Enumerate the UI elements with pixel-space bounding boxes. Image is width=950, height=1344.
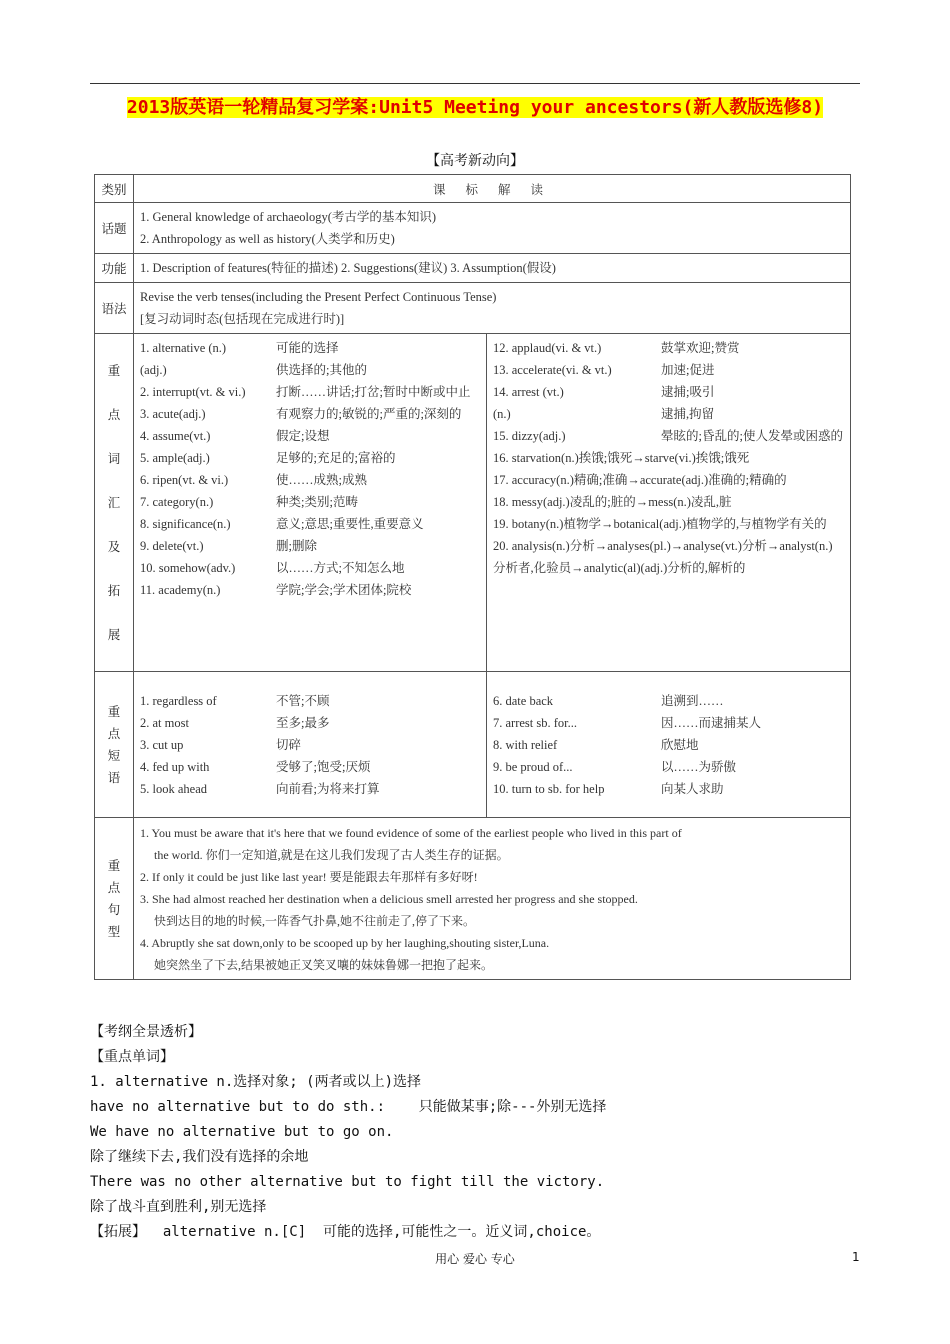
vocab-item: 20. analysis(n.)分析→analyses(pl.)→analyse(vt.)分析→analyst(n.)分析者,化验员→analytic(al)(adj.)分析的,解析的 — [493, 539, 833, 575]
sentences-content — [134, 818, 851, 980]
vocab-item-cn: 使……成熟;成熟 — [276, 473, 367, 487]
phrase-item — [493, 690, 844, 712]
function-content: 1. Description of features(特征的描述) 2. Suggestions(建议) 3. Assumption(假设) — [134, 254, 851, 283]
vocab-item — [140, 447, 480, 469]
vocab-item-cn: 逮捕,拘留 — [661, 407, 715, 421]
vocab-item — [140, 557, 480, 579]
phrase-item — [140, 756, 480, 778]
vocab-item-cn: 有观察力的;敏锐的;严重的;深刻的 — [276, 407, 462, 421]
phrase-item-en: 3. cut up — [140, 737, 184, 752]
header-category: 类别 — [95, 175, 134, 203]
vocab-item — [140, 579, 480, 601]
function-row — [95, 254, 851, 283]
grammar-content — [134, 283, 851, 334]
vocab-left — [134, 334, 487, 672]
vocab-item — [493, 359, 844, 381]
phrase-item-cn: 追溯到…… — [661, 693, 724, 708]
vocab-item — [493, 425, 844, 447]
vocab-item-cn: 学院;学会;学术团体;院校 — [276, 583, 412, 597]
vocab-item-cn: 晕眩的;昏乱的;使人发晕或困惑的 — [661, 429, 843, 443]
topic-row — [95, 203, 851, 254]
vocab-item-cn: 足够的;充足的;富裕的 — [276, 451, 396, 465]
vocab-item: 19. botany(n.)植物学→botanical(adj.)植物学的,与植物学有关的 — [493, 517, 827, 531]
topic-line: 1. General knowledge of archaeology(考古学的基本知识) — [140, 210, 437, 224]
document-title: 2013版英语一轮精品复习学案:Unit5 Meeting your ancestors(新人教版选修8) — [126, 97, 824, 118]
sentence-line: 2. If only it could be just like last year! 要是能跟去年那样有多好呀! — [140, 869, 478, 884]
vocab-item-en: 1. alternative (n.) — [140, 341, 227, 355]
vocab-item: 17. accuracy(n.)精确;准确→accurate(adj.)准确的;精确的 — [493, 473, 787, 487]
vocab-item-en: 2. interrupt(vt. & vi.) — [140, 385, 246, 399]
vocab-item — [140, 337, 480, 359]
sentences-category: 重 点 句 型 — [95, 818, 134, 980]
vocab-item — [493, 381, 844, 403]
vocab-item-en: 7. category(n.) — [140, 495, 214, 509]
sentence-line: 快到达目的地的时候,一阵香气扑鼻,她不往前走了,停了下来。 — [154, 913, 476, 928]
topic-content — [134, 203, 851, 254]
topic-category: 话题 — [95, 203, 134, 254]
vocab-item — [493, 403, 844, 425]
body-line: 1. alternative n.选择对象; (两者或以上)选择 — [90, 1074, 422, 1090]
vocab-item — [140, 381, 480, 403]
body-line: We have no alternative but to go on. — [90, 1124, 394, 1140]
top-rule — [90, 83, 860, 84]
vocab-item-en: 11. academy(n.) — [140, 583, 221, 597]
sentence-line: the world. 你们一定知道,就是在这儿我们发现了古人类生存的证据。 — [154, 847, 509, 862]
vocab-item-en: 9. delete(vt.) — [140, 539, 204, 553]
vocab-category: 重 点 词 汇 及 拓 展 — [95, 334, 134, 672]
phrase-item-en: 1. regardless of — [140, 693, 217, 708]
grammar-line: [复习动词时态(包括现在完成进行时)] — [140, 312, 345, 326]
vocab-item-en: 10. somehow(adv.) — [140, 561, 236, 575]
vocab-item-en: 8. significance(n.) — [140, 517, 231, 531]
sentence-line: 3. She had almost reached her destination when a delicious smell arrested her progress and she stopped. — [140, 891, 638, 906]
phrase-item — [493, 712, 844, 734]
vocab-item — [140, 491, 480, 513]
body-line: have no alternative but to do sth.: 只能做某事;除---外别无选择 — [90, 1099, 607, 1115]
body-line: 除了继续下去,我们没有选择的余地 — [90, 1149, 309, 1165]
vocab-item — [140, 359, 480, 381]
vocab-item-en: (adj.) — [140, 363, 167, 377]
body-line: 【拓展】 alternative n.[C] 可能的选择,可能性之一。近义词,choice。 — [90, 1224, 601, 1240]
phrase-item — [493, 778, 844, 800]
vocab-item — [140, 513, 480, 535]
page-number: 1 — [852, 1250, 860, 1264]
phrase-item-cn: 因……而逮捕某人 — [661, 715, 762, 730]
phrases-right — [487, 672, 851, 818]
vocab-item-cn: 可能的选择 — [276, 341, 339, 355]
phrase-item-en: 9. be proud of... — [493, 759, 573, 774]
sentence-line: 4. Abruptly she sat down,only to be scooped up by her laughing,shouting sister,Luna. — [140, 935, 550, 950]
vocab-item-cn: 打断……讲话;打岔;暂时中断或中止 — [276, 385, 471, 399]
body-line: There was no other alternative but to fight till the victory. — [90, 1174, 605, 1190]
phrase-item-en: 6. date back — [493, 693, 554, 708]
phrase-item-cn: 向前看;为将来打算 — [276, 781, 380, 796]
vocab-item — [140, 425, 480, 447]
sentences-row — [95, 818, 851, 980]
phrase-item-en: 2. at most — [140, 715, 189, 730]
phrase-item — [140, 712, 480, 734]
vocab-item: 16. starvation(n.)挨饿;饿死→starve(vi.)挨饿;饿死 — [493, 451, 750, 465]
phrase-item-cn: 向某人求助 — [661, 781, 724, 796]
header-content: 课 标 解 读 — [134, 175, 851, 203]
sentence-line: 1. You must be aware that it's here that we found evidence of some of the earliest people who lived in this part of — [140, 825, 682, 840]
vocab-right — [487, 334, 851, 672]
vocab-item-en: 15. dizzy(adj.) — [493, 429, 566, 443]
body-line: 除了战斗直到胜利,别无选择 — [90, 1199, 267, 1215]
vocab-item-cn: 意义;意思;重要性,重要意义 — [276, 517, 424, 531]
vocab-item — [493, 337, 844, 359]
vocab-row — [95, 334, 851, 672]
phrase-item-cn: 不管;不顾 — [276, 693, 330, 708]
phrase-item-en: 8. with relief — [493, 737, 558, 752]
grammar-row — [95, 283, 851, 334]
phrase-item-en: 7. arrest sb. for... — [493, 715, 578, 730]
section-heading: 【高考新动向】 — [426, 153, 524, 169]
phrase-item-en: 4. fed up with — [140, 759, 210, 774]
vocab-item-cn: 假定;设想 — [276, 429, 330, 443]
grammar-category: 语法 — [95, 283, 134, 334]
phrases-left — [134, 672, 487, 818]
grammar-line: Revise the verb tenses(including the Present Perfect Continuous Tense) — [140, 290, 497, 304]
phrase-item — [493, 734, 844, 756]
body-line: 【重点单词】 — [90, 1049, 174, 1065]
table-header-row — [95, 175, 851, 203]
vocab-item-cn: 删;删除 — [276, 539, 317, 553]
phrase-item-en: 10. turn to sb. for help — [493, 781, 605, 796]
vocab-item-cn: 种类;类别;范畴 — [276, 495, 358, 509]
curriculum-table — [94, 174, 851, 980]
vocab-item: 18. messy(adj.)凌乱的;脏的→mess(n.)凌乱,脏 — [493, 495, 732, 509]
phrase-item — [493, 756, 844, 778]
sentence-line: 她突然坐了下去,结果被她正叉笑叉嚷的妹妹鲁娜一把抱了起来。 — [154, 957, 494, 972]
phrase-item-cn: 切碎 — [276, 737, 302, 752]
vocab-item-en: 3. acute(adj.) — [140, 407, 206, 421]
phrases-category: 重 点 短 语 — [95, 672, 134, 818]
function-category: 功能 — [95, 254, 134, 283]
vocab-item-cn: 加速;促进 — [661, 363, 715, 377]
vocab-item-en: 5. ample(adj.) — [140, 451, 210, 465]
vocab-item-en: 4. assume(vt.) — [140, 429, 211, 443]
body-line: 【考纲全景透析】 — [90, 1024, 202, 1040]
phrase-item-cn: 以……为骄傲 — [661, 759, 737, 774]
vocab-item-en: 6. ripen(vt. & vi.) — [140, 473, 229, 487]
vocab-item-en: 14. arrest (vt.) — [493, 385, 564, 399]
vocab-item-en: 12. applaud(vi. & vt.) — [493, 341, 602, 355]
vocab-item-cn: 逮捕;吸引 — [661, 385, 715, 399]
topic-line: 2. Anthropology as well as history(人类学和历史) — [140, 232, 395, 246]
phrase-item-cn: 欣慰地 — [661, 737, 699, 752]
vocab-item — [140, 535, 480, 557]
phrase-item-cn: 受够了;饱受;厌烦 — [276, 759, 371, 774]
vocab-item — [140, 469, 480, 491]
vocab-item-cn: 供选择的;其他的 — [276, 363, 367, 377]
phrase-item-cn: 至多;最多 — [276, 715, 330, 730]
phrase-item-en: 5. look ahead — [140, 781, 207, 796]
vocab-item — [140, 403, 480, 425]
vocab-item-cn: 以……方式;不知怎么地 — [276, 561, 405, 575]
page-footer: 用心 爱心 专心 — [435, 1252, 515, 1266]
phrase-item — [140, 734, 480, 756]
vocab-item-cn: 鼓掌欢迎;赞赏 — [661, 341, 740, 355]
vocab-item-en: 13. accelerate(vi. & vt.) — [493, 363, 612, 377]
phrases-row — [95, 672, 851, 818]
body-text — [90, 1020, 860, 1245]
phrase-item — [140, 778, 480, 800]
vocab-item-en: (n.) — [493, 407, 511, 421]
phrase-item — [140, 690, 480, 712]
